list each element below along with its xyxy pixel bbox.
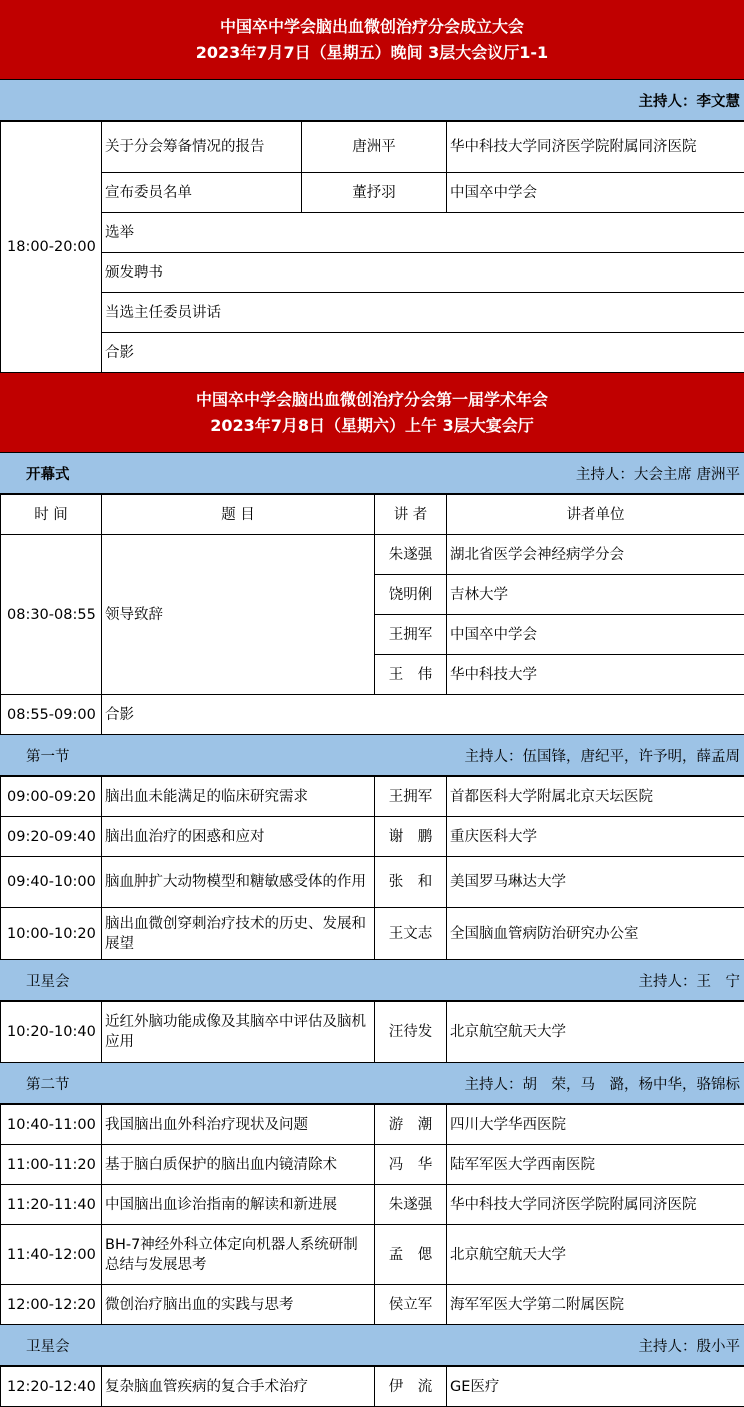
section1-table bbox=[0, 776, 744, 960]
topic-cell: 宣布委员名单 bbox=[102, 173, 302, 213]
topic-cell: 近红外脑功能成像及其脑卒中评估及脑机应用 bbox=[102, 1002, 375, 1063]
org-cell: 北京航空航天大学 bbox=[447, 1002, 744, 1063]
speaker-cell: 谢 鹏 bbox=[375, 817, 447, 857]
speaker-cell: 侯立军 bbox=[375, 1285, 447, 1325]
section2-bar bbox=[0, 1063, 744, 1104]
table-row bbox=[1, 817, 744, 857]
table-row bbox=[1, 253, 744, 293]
topic-cell: 微创治疗脑出血的实践与思考 bbox=[102, 1285, 375, 1325]
table-row bbox=[1, 1002, 744, 1063]
org-cell: 四川大学华西医院 bbox=[447, 1105, 744, 1145]
speaker-cell: 朱遂强 bbox=[375, 535, 447, 575]
topic-cell: 脑血肿扩大动物模型和糖敏感受体的作用 bbox=[102, 857, 375, 908]
section2-label: 第二节 bbox=[0, 1073, 70, 1094]
section1-host: 主持人：伍国锋，唐纪平，许予明，薛孟周 bbox=[465, 745, 744, 766]
table-row bbox=[1, 173, 744, 213]
meeting1-table bbox=[0, 121, 744, 373]
time-cell: 10:40-11:00 bbox=[1, 1105, 102, 1145]
satellite2-table bbox=[0, 1366, 744, 1407]
opening-topic: 领导致辞 bbox=[102, 535, 375, 695]
time-cell: 11:40-12:00 bbox=[1, 1225, 102, 1285]
header-topic: 题 目 bbox=[102, 495, 375, 535]
org-cell: GE医疗 bbox=[447, 1367, 744, 1407]
table-row bbox=[1, 1225, 744, 1285]
topic-cell: 脑出血未能满足的临床研究需求 bbox=[102, 777, 375, 817]
org-cell: 华中科技大学 bbox=[447, 655, 744, 695]
time-cell: 11:00-11:20 bbox=[1, 1145, 102, 1185]
header-time: 时 间 bbox=[1, 495, 102, 535]
header-org: 讲者单位 bbox=[447, 495, 744, 535]
time-cell: 12:00-12:20 bbox=[1, 1285, 102, 1325]
topic-cell: 脑出血微创穿刺治疗技术的历史、发展和展望 bbox=[102, 908, 375, 960]
satellite1-bar bbox=[0, 960, 744, 1001]
table-row bbox=[1, 695, 744, 735]
meeting2-banner bbox=[0, 373, 744, 453]
satellite1-host: 主持人：王 宁 bbox=[639, 970, 744, 991]
table-row bbox=[1, 1367, 744, 1407]
section1-label: 第一节 bbox=[0, 745, 70, 766]
speaker-cell: 饶明俐 bbox=[375, 575, 447, 615]
table-row bbox=[1, 535, 744, 575]
topic-cell: 合影 bbox=[102, 333, 744, 373]
speaker-cell: 孟 偲 bbox=[375, 1225, 447, 1285]
table-row bbox=[1, 293, 744, 333]
opening-label: 开幕式 bbox=[0, 463, 70, 484]
topic-cell: 颁发聘书 bbox=[102, 253, 744, 293]
opening-bar bbox=[0, 453, 744, 494]
org-cell: 中国卒中学会 bbox=[447, 615, 744, 655]
speaker-cell: 朱遂强 bbox=[375, 1185, 447, 1225]
section2-host: 主持人：胡 荣，马 潞，杨中华，骆锦标 bbox=[465, 1073, 744, 1094]
org-cell: 华中科技大学同济医学院附属同济医院 bbox=[447, 1185, 744, 1225]
org-cell: 华中科技大学同济医学院附属同济医院 bbox=[447, 122, 744, 173]
org-cell: 全国脑血管病防治研究办公室 bbox=[447, 908, 744, 960]
time-cell: 12:20-12:40 bbox=[1, 1367, 102, 1407]
meeting1-banner bbox=[0, 0, 744, 80]
meeting1-title: 中国卒中学会脑出血微创治疗分会成立大会 bbox=[0, 14, 744, 40]
speaker-cell: 唐洲平 bbox=[302, 122, 447, 173]
header-speaker: 讲 者 bbox=[375, 495, 447, 535]
speaker-cell: 汪待发 bbox=[375, 1002, 447, 1063]
table-row bbox=[1, 122, 744, 173]
speaker-cell: 王拥军 bbox=[375, 615, 447, 655]
speaker-cell: 游 潮 bbox=[375, 1105, 447, 1145]
topic-cell: 当选主任委员讲话 bbox=[102, 293, 744, 333]
meeting1-datetime: 2023年7月7日（星期五）晚间 3层大会议厅1-1 bbox=[0, 40, 744, 66]
topic-cell: 关于分会筹备情况的报告 bbox=[102, 122, 302, 173]
meeting1-host: 主持人：李文慧 bbox=[639, 90, 744, 111]
org-cell: 陆军军医大学西南医院 bbox=[447, 1145, 744, 1185]
table-row bbox=[1, 777, 744, 817]
speaker-cell: 冯 华 bbox=[375, 1145, 447, 1185]
opening-table bbox=[0, 494, 744, 735]
table-header-row bbox=[1, 495, 744, 535]
topic-cell: 复杂脑血管疾病的复合手术治疗 bbox=[102, 1367, 375, 1407]
table-row bbox=[1, 1105, 744, 1145]
org-cell: 首都医科大学附属北京天坛医院 bbox=[447, 777, 744, 817]
satellite2-bar bbox=[0, 1325, 744, 1366]
topic-cell: 我国脑出血外科治疗现状及问题 bbox=[102, 1105, 375, 1145]
table-row bbox=[1, 333, 744, 373]
time-cell: 09:20-09:40 bbox=[1, 817, 102, 857]
speaker-cell: 伊 流 bbox=[375, 1367, 447, 1407]
satellite2-label: 卫星会 bbox=[0, 1335, 70, 1356]
table-row bbox=[1, 1145, 744, 1185]
org-cell: 美国罗马琳达大学 bbox=[447, 857, 744, 908]
topic-cell: 选举 bbox=[102, 213, 744, 253]
table-row bbox=[1, 857, 744, 908]
photo-topic: 合影 bbox=[102, 695, 744, 735]
topic-cell: BH-7神经外科立体定向机器人系统研制总结与发展思考 bbox=[102, 1225, 375, 1285]
time-cell: 10:20-10:40 bbox=[1, 1002, 102, 1063]
topic-cell: 脑出血治疗的困惑和应对 bbox=[102, 817, 375, 857]
time-cell: 09:00-09:20 bbox=[1, 777, 102, 817]
meeting1-time: 18:00-20:00 bbox=[1, 122, 102, 373]
speaker-cell: 王拥军 bbox=[375, 777, 447, 817]
org-cell: 重庆医科大学 bbox=[447, 817, 744, 857]
satellite1-table bbox=[0, 1001, 744, 1063]
section1-bar bbox=[0, 735, 744, 776]
meeting2-title: 中国卒中学会脑出血微创治疗分会第一届学术年会 bbox=[0, 387, 744, 413]
speaker-cell: 张 和 bbox=[375, 857, 447, 908]
org-cell: 吉林大学 bbox=[447, 575, 744, 615]
satellite1-label: 卫星会 bbox=[0, 970, 70, 991]
time-cell: 11:20-11:40 bbox=[1, 1185, 102, 1225]
speaker-cell: 王 伟 bbox=[375, 655, 447, 695]
opening-time: 08:30-08:55 bbox=[1, 535, 102, 695]
org-cell: 北京航空航天大学 bbox=[447, 1225, 744, 1285]
time-cell: 09:40-10:00 bbox=[1, 857, 102, 908]
photo-time: 08:55-09:00 bbox=[1, 695, 102, 735]
table-row bbox=[1, 1185, 744, 1225]
section2-table bbox=[0, 1104, 744, 1325]
table-row bbox=[1, 213, 744, 253]
topic-cell: 中国脑出血诊治指南的解读和新进展 bbox=[102, 1185, 375, 1225]
speaker-cell: 董抒羽 bbox=[302, 173, 447, 213]
table-row bbox=[1, 1285, 744, 1325]
satellite2-host: 主持人：殷小平 bbox=[639, 1335, 744, 1356]
org-cell: 海军军医大学第二附属医院 bbox=[447, 1285, 744, 1325]
topic-cell: 基于脑白质保护的脑出血内镜清除术 bbox=[102, 1145, 375, 1185]
time-cell: 10:00-10:20 bbox=[1, 908, 102, 960]
speaker-cell: 王文志 bbox=[375, 908, 447, 960]
meeting2-datetime: 2023年7月8日（星期六）上午 3层大宴会厅 bbox=[0, 413, 744, 439]
opening-host: 主持人：大会主席 唐洲平 bbox=[576, 463, 744, 484]
org-cell: 湖北省医学会神经病学分会 bbox=[447, 535, 744, 575]
table-row bbox=[1, 908, 744, 960]
org-cell: 中国卒中学会 bbox=[447, 173, 744, 213]
meeting1-host-bar bbox=[0, 80, 744, 121]
